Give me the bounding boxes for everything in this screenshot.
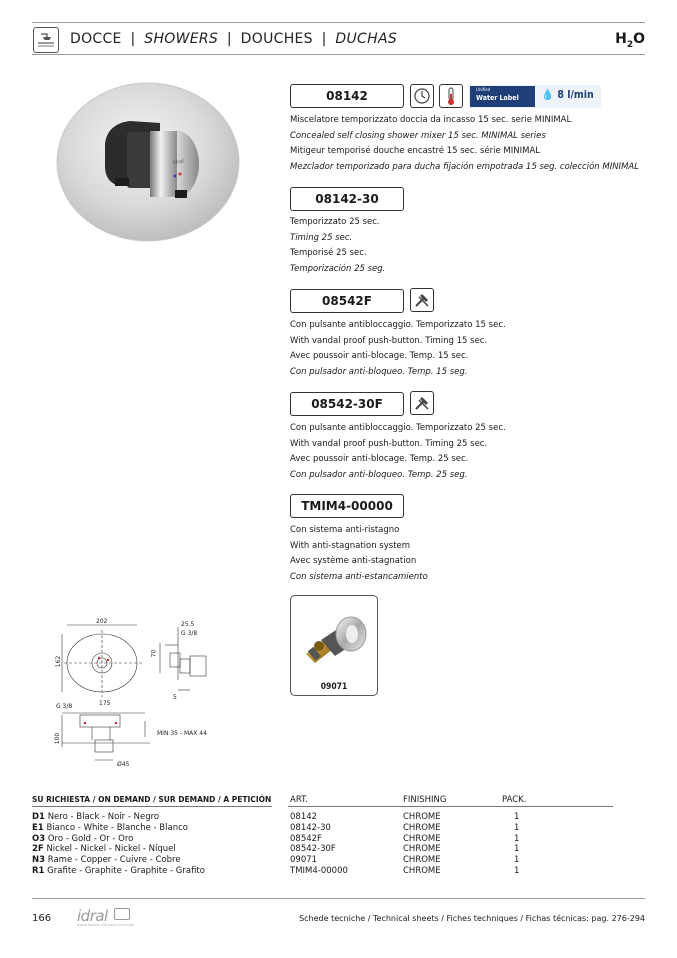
dim-25-5: 25.5 xyxy=(181,621,195,628)
pack-column xyxy=(514,812,519,877)
table-cell: 1 xyxy=(514,822,520,833)
product-desc-08142: Miscelatore temporizzato doccia da incasso 15 sec. serie MINIMAL Concealed self closing shower mixer 15 sec. MINIMAL series Mitigeur temporisé douche encastré 15 sec. série MINIMAL Mezclador temporizado para ducha fijación empotrada 15 seg. colección MINIMAL xyxy=(290,115,639,172)
svg-text:idral: idral xyxy=(172,158,185,166)
dim-70: 70 xyxy=(150,649,158,658)
dim-g38-bottom: G 3/8 xyxy=(56,703,73,710)
table-row: TMIM4-00000 xyxy=(290,865,348,876)
product-code-08542F: 08542F xyxy=(290,289,404,313)
product-code-TMIM4-00000: TMIM4-00000 xyxy=(290,494,404,518)
hammer-icon xyxy=(410,391,434,415)
h2o-logo: $H_2O$ xyxy=(615,31,645,50)
list-item: R1 Grafite - Graphite - Graphite - Grafito xyxy=(32,865,205,876)
on-demand-header: SU RICHIESTA / ON DEMAND / SUR DEMAND / A PETICIÓN xyxy=(32,795,272,804)
dim-100: 100 xyxy=(54,732,62,745)
shower-icon xyxy=(33,27,59,53)
table-rule-left xyxy=(32,806,272,807)
thermometer-icon xyxy=(439,84,463,108)
product-desc-TMIM4-00000: Con sistema anti-ristagno With anti-stagnation system Avec système anti-stagnation Con sistema anti-estancamiento xyxy=(290,525,428,582)
list-item: N3 Rame - Copper - Cuivre - Cobre xyxy=(32,855,181,866)
header-bottom-rule xyxy=(32,54,645,55)
clock-icon xyxy=(410,84,434,108)
dim-min-max: MIN 35 - MAX 44 xyxy=(157,730,207,737)
hammer-icon xyxy=(410,288,434,312)
table-cell: CHROME xyxy=(403,855,441,866)
table-row: 09071 xyxy=(290,855,318,866)
table-cell: CHROME xyxy=(403,812,441,822)
water-drop-icon: 💧 xyxy=(541,89,555,101)
product-image xyxy=(55,82,242,244)
page-title: DOCCE | SHOWERS | DOUCHES | DUCHAS xyxy=(70,31,398,47)
dim-5: 5 xyxy=(173,694,177,701)
table-cell: 1 xyxy=(514,865,520,876)
water-label-badge: Unified Water Label 💧 8 l/min xyxy=(469,85,601,108)
table-cell: CHROME xyxy=(403,844,441,855)
table-cell: 1 xyxy=(514,812,520,822)
product-code-08142: 08142 xyxy=(290,84,404,108)
table-row: 08142-30 xyxy=(290,822,331,833)
table-row: 08142 xyxy=(290,812,318,822)
footer-rule xyxy=(32,898,645,899)
list-item: D1 Nero - Black - Noir - Negro xyxy=(32,812,160,822)
table-cell: 1 xyxy=(514,844,520,855)
list-item: 2F Nickel - Nickel - Nickel - Níquel xyxy=(32,844,176,855)
table-row: 08542-30F xyxy=(290,844,336,855)
table-cell: CHROME xyxy=(403,833,441,844)
table-row: 08542F xyxy=(290,833,322,844)
product-desc-08542F: Con pulsante antibloccaggio. Temporizzato 15 sec. With vandal proof push-button. Timing 15 sec. Avec poussoir anti-blocage. Temp. 15 sec. Con pulsador anti-bloqueo. Temp. 15 seg. xyxy=(290,320,506,377)
col-art-header: ART. xyxy=(290,795,308,805)
table-cell: 1 xyxy=(514,833,520,844)
list-item: E1 Bianco - White - Blanche - Blanco xyxy=(32,822,188,833)
technical-sheets-ref: Schede tecniche / Technical sheets / Fiches techniques / Fichas técnicas: pag. 276-294 xyxy=(299,914,645,923)
accessory-code: 09071 xyxy=(320,682,348,692)
product-desc-08142-30: Temporizzato 25 sec. Timing 25 sec. Temporisé 25 sec. Temporización 25 seg. xyxy=(290,217,386,274)
header-top-rule xyxy=(32,22,645,23)
art-column xyxy=(290,812,348,877)
accessory-image xyxy=(291,596,377,676)
col-pack-header: PACK. xyxy=(502,795,527,805)
finish-list xyxy=(32,812,205,877)
dim-162: 162 xyxy=(55,655,63,668)
dim-g38-top: G 3/8 xyxy=(181,630,198,637)
product-code-08142-30: 08142-30 xyxy=(290,187,404,211)
product-code-08542-30F: 08542-30F xyxy=(290,392,404,416)
list-item: O3 Oro - Gold - Or - Oro xyxy=(32,833,134,844)
dim-202: 202 xyxy=(96,618,108,625)
dim-175: 175 xyxy=(99,700,111,707)
idral-logo: idral ITALIAN FAUCETS FOR PUBLIC SOLUTIONS xyxy=(77,907,134,927)
dim-diameter-45: Ø45 xyxy=(117,761,130,768)
table-cell: CHROME xyxy=(403,865,441,876)
technical-drawing xyxy=(50,615,220,775)
page-number: 166 xyxy=(32,913,52,924)
product-desc-08542-30F: Con pulsante antibloccaggio. Temporizzato 25 sec. With vandal proof push-button. Timing 25 sec. Avec poussoir anti-blocage. Temp. 25 sec. Con pulsador anti-bloqueo. Temp. 25 seg. xyxy=(290,423,506,480)
col-finishing-header: FINISHING xyxy=(403,795,447,805)
table-cell: 1 xyxy=(514,855,520,866)
accessory-card xyxy=(290,595,378,696)
table-rule-right xyxy=(288,806,613,807)
finishing-column xyxy=(403,812,441,877)
table-cell: CHROME xyxy=(403,822,441,833)
